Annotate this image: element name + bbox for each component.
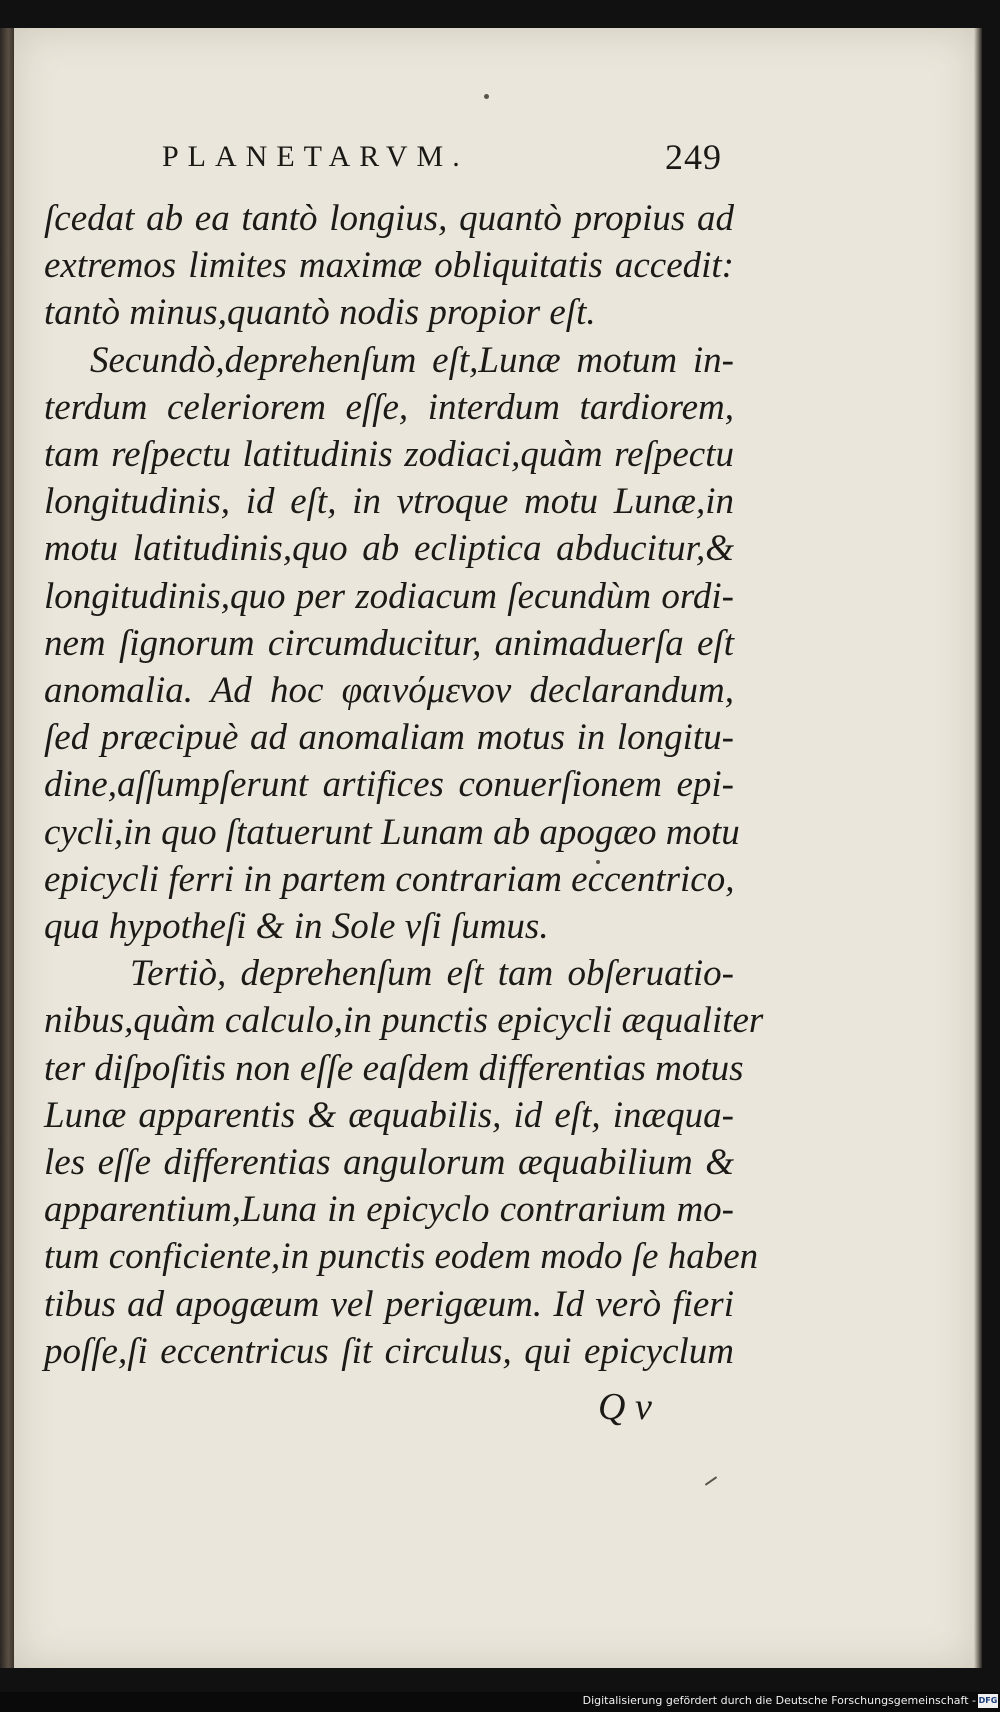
text-line: tum conficiente,in punctis eodem modo ſe haben	[44, 1236, 759, 1278]
book-left-edge	[0, 28, 14, 1668]
text-line: ſed præcipuè ad anomaliam motus in longitu-	[44, 717, 734, 759]
text-line: qua hypotheſi & in Sole vſi ſumus.	[44, 906, 549, 948]
text-line: poſſe,ſi eccentricus ſit circulus, qui epicyclum	[44, 1330, 734, 1372]
page-number: 249	[665, 137, 722, 177]
text-line: Secundò,deprehenſum eſt,Lunæ motum in-	[90, 339, 734, 381]
text-line: extremos limites maximæ obliquitatis accedit:	[44, 245, 734, 287]
dfg-logo: DFG	[978, 1694, 998, 1708]
text-line: Lunæ apparentis & æquabilis, id eſt, inæqua-	[44, 1094, 734, 1136]
text-line: longitudinis, id eſt, in vtroque motu Lunæ,in	[44, 481, 734, 523]
text-line: longitudinis,quo per zodiacum ſecundùm ordi-	[44, 575, 734, 617]
text-line: dine,aſſumpſerunt artifices conuerſionem epi-	[44, 764, 734, 806]
text-line: nibus,quàm calculo,in punctis epicycli æqualiter	[44, 1000, 764, 1042]
running-head-title: PLANETARVM.	[162, 140, 469, 173]
body-text	[44, 195, 764, 1375]
footer-credit: Digitalisierung gefördert durch die Deutsche Forschungsgemeinschaft -	[582, 1694, 976, 1707]
text-line: tantò minus,quantò nodis propior eſt.	[44, 292, 596, 334]
text-line: ſcedat ab ea tantò longius, quantò propius ad	[44, 198, 734, 239]
text-line: nem ſignorum circumducitur, animaduerſa eſt	[44, 622, 734, 664]
text-line: cycli,in quo ſtatuerunt Lunam ab apogæo motu	[44, 811, 740, 853]
text-line: tam reſpectu latitudinis zodiaci,quàm reſpectu	[44, 434, 734, 476]
text-line: Tertiò, deprehenſum eſt tam obſeruatio-	[130, 953, 734, 995]
page-right-edge	[974, 28, 982, 1668]
paper-speck	[705, 1476, 718, 1486]
text-line: epicycli ferri in partem contrariam eccentrico,	[44, 858, 735, 900]
text-line: motu latitudinis,quo ab ecliptica abducitur,&	[44, 528, 734, 570]
text-line: ter diſpoſitis non eſſe eaſdem differentias motus	[44, 1047, 744, 1089]
text-line: tibus ad apogæum vel perigæum. Id verò fieri	[44, 1283, 734, 1325]
text-line: terdum celeriorem eſſe, interdum tardiorem,	[44, 386, 734, 428]
catchword: Q v	[598, 1386, 652, 1428]
running-head	[162, 132, 722, 180]
text-line: apparentium,Luna in epicyclo contrarium mo-	[44, 1189, 734, 1231]
paper-speck	[484, 94, 489, 99]
text-line: les eſſe differentias angulorum æquabilium &	[44, 1142, 734, 1184]
text-line: anomalia. Ad hoc φαινόμενον declarandum,	[44, 670, 734, 712]
